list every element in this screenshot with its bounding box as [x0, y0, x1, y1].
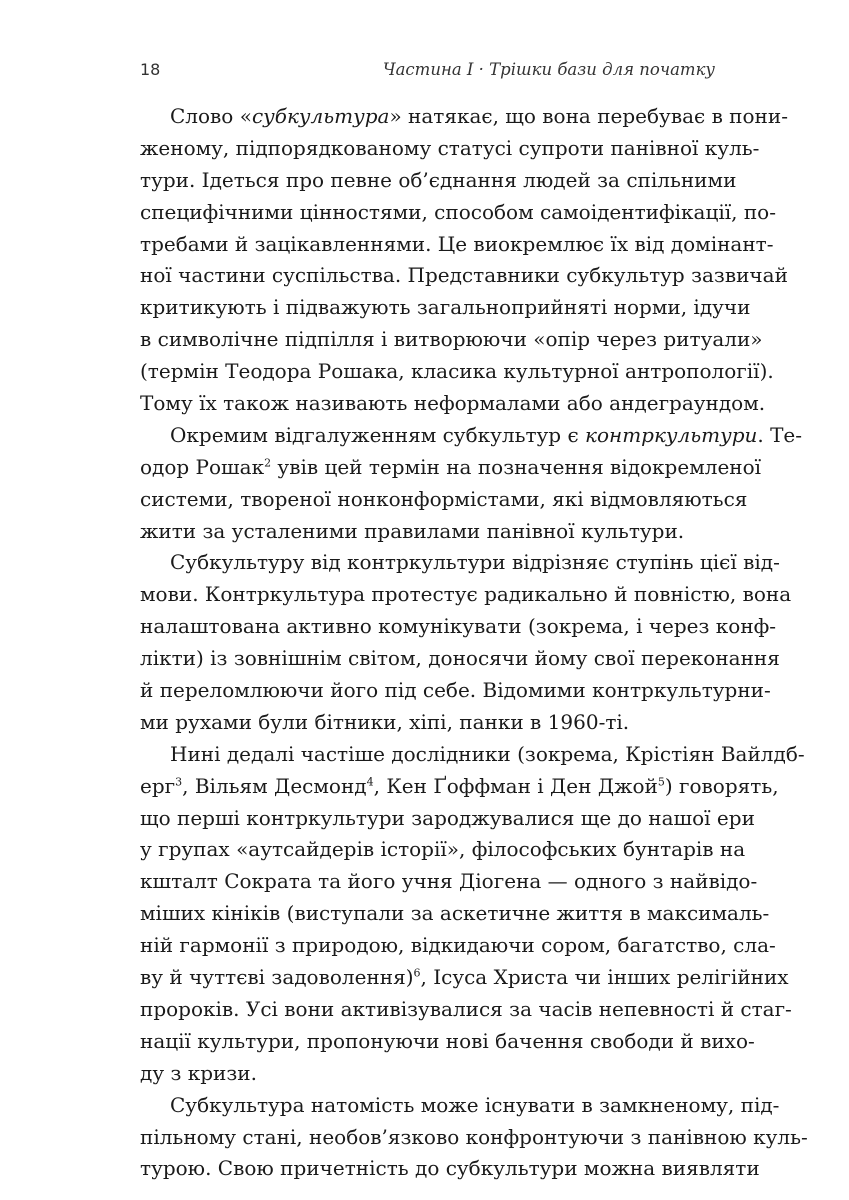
paragraph — [140, 101, 788, 420]
text-line — [140, 452, 762, 484]
text-line — [140, 101, 788, 133]
text-run: увів цей термін на позначення відокремленої — [271, 454, 762, 479]
text-run: Слово « — [170, 104, 252, 128]
italic-term: контркультури — [585, 422, 758, 447]
text-run: Субкультура натомість може існувати в замкненому, під- — [170, 1092, 780, 1117]
paragraph — [140, 1090, 808, 1186]
text-line — [140, 898, 770, 930]
text-line — [140, 643, 780, 675]
body-text — [140, 101, 808, 1185]
text-run: системи, твореної нонконформістами, які відмовляються — [140, 486, 748, 511]
paragraph — [140, 739, 805, 1090]
text-line — [140, 229, 774, 261]
footnote-marker: 6 — [413, 966, 421, 980]
text-line — [140, 292, 751, 324]
text-run: женому, підпорядкованому статусі супроти панівної куль- — [140, 135, 760, 160]
italic-term: субкультура — [251, 104, 390, 128]
text-run: критикують і підважують загальноприйняті норми, ідучи — [140, 295, 751, 320]
footnote-marker: 5 — [657, 775, 665, 789]
text-run: що перші контркультури зароджувалися ще до нашої ери — [140, 805, 755, 830]
text-run: ) говорять, — [664, 773, 779, 798]
text-line — [140, 994, 792, 1026]
text-run: , Вільям Десмонд — [182, 773, 367, 798]
text-run: нації культури, пропонуючи нові бачення свободи й вихо- — [140, 1028, 755, 1053]
text-run: ній гармонії з природою, відкидаючи сором, багатство, сла- — [140, 933, 776, 958]
text-line — [140, 516, 715, 548]
text-line — [140, 1122, 808, 1154]
text-run: кшталт Сократа та його учня Діогена — одного з найвідо- — [140, 869, 758, 894]
text-run: специфічними цінностями, способом самоідентифікації, по- — [140, 199, 776, 224]
text-line — [140, 675, 771, 707]
text-line — [140, 420, 803, 452]
text-run: лікти) із зовнішнім світом, доносячи йому свої переконання — [140, 646, 780, 671]
text-line — [140, 388, 766, 420]
text-run: пільному стані, необов’язково конфронтуючи з панівною куль- — [140, 1124, 808, 1149]
text-run: , Кен Ґоффман і Ден Джой — [373, 773, 658, 798]
text-run: жити за усталеними правилами панівної культури. — [140, 518, 685, 543]
text-run: » натякає, що вона перебуває в пони- — [389, 104, 788, 128]
text-line — [140, 803, 755, 835]
text-line — [140, 707, 715, 739]
paragraph — [140, 547, 792, 738]
footnote-marker: 4 — [366, 775, 374, 789]
running-head-title: Частина I · Трішки бази для початку — [382, 60, 715, 79]
text-run: у групах «аутсайдерів історії», філософських бунтарів на — [140, 837, 746, 862]
footnote-marker: 2 — [264, 456, 272, 470]
text-run: в символічне підпілля і витворюючи «опір через ритуали» — [140, 327, 763, 352]
text-line — [140, 356, 774, 388]
text-run: ву й чуттєві задоволення) — [140, 965, 414, 990]
text-line — [140, 484, 748, 516]
text-run: пророків. Усі вони активізувалися за часів непевності й стаг- — [140, 996, 792, 1021]
text-line — [140, 1090, 780, 1122]
text-run: . Те- — [757, 422, 803, 447]
text-line — [140, 324, 763, 356]
text-run: Субкультуру від контркультури відрізняє ступінь цієї від- — [170, 550, 780, 575]
text-run: (термін Теодора Рошака, класика культурної антропології). — [140, 359, 774, 384]
text-run: налаштована активно комунікувати (зокрема, і через конф- — [140, 614, 777, 639]
page-number: 18 — [140, 60, 161, 79]
text-run: ної частини суспільства. Представники субкультур зазвичай — [140, 263, 788, 288]
text-run: Тому їх також називають неформалами або андеграундом. — [140, 391, 766, 416]
text-run: міших кініків (виступали за аскетичне життя в максималь- — [140, 901, 770, 926]
text-line — [140, 962, 789, 994]
text-run: Окремим відгалуженням субкультур є — [170, 422, 586, 447]
text-run: ми рухами були бітники, хіпі, панки в 1960-ті. — [140, 709, 630, 734]
text-line — [140, 1153, 760, 1185]
text-line — [140, 165, 737, 197]
text-line — [140, 930, 776, 962]
text-run: требами й зацікавленнями. Це виокремлює їх від домінант- — [140, 231, 774, 256]
text-run: й переломлюючи його під себе. Відомими контркультурни- — [140, 678, 771, 703]
text-line — [140, 834, 746, 866]
text-line — [140, 739, 805, 771]
text-run: ерг — [140, 773, 176, 798]
footnote-marker: 3 — [175, 775, 183, 789]
text-run: тури. Ідеться про певне об’єднання людей за спільними — [140, 167, 737, 192]
text-line — [140, 611, 777, 643]
running-head — [140, 60, 715, 88]
text-line — [140, 1058, 715, 1090]
text-run: турою. Свою причетність до субкультури можна виявляти — [140, 1156, 760, 1181]
text-line — [140, 260, 788, 292]
paragraph — [140, 420, 803, 548]
text-line — [140, 1026, 755, 1058]
text-line — [140, 866, 758, 898]
text-line — [140, 771, 779, 803]
text-run: ду з кризи. — [140, 1060, 257, 1085]
text-run: мови. Контркультура протестує радикально й повністю, вона — [140, 582, 792, 607]
text-line — [140, 133, 760, 165]
text-run: Нині дедалі частіше дослідники (зокрема, Крістіян Вайлдб- — [170, 741, 805, 766]
text-line — [140, 579, 792, 611]
text-run: одор Рошак — [140, 454, 265, 479]
text-line — [140, 547, 780, 579]
text-run: , Ісуса Христа чи інших релігійних — [420, 965, 789, 990]
text-line — [140, 197, 776, 229]
